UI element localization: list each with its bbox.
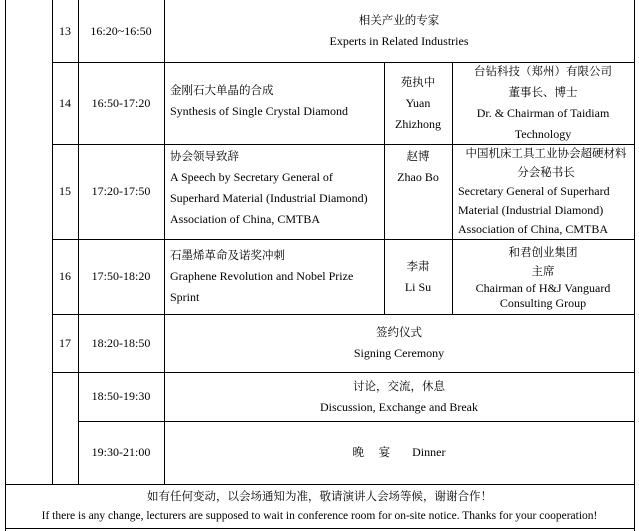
time-slot: 16:50-17:20: [91, 95, 151, 110]
row-number: [52, 372, 78, 421]
organization-cell: 中国机床工具工业协会超硬材料 分会秘书长 Secretary General of Superhard Material (Industrial Diamond) Association of China, CMTBA: [458, 146, 627, 236]
topic-cell: 协会领导致辞 A Speech by Secretary General of Superhard Material (Industrial Diamond) Association of China, CMTBA: [170, 149, 368, 226]
topic-cell: 金刚石大单晶的合成 Synthesis of Single Crystal Diamond: [170, 83, 348, 118]
row-number: 15: [59, 184, 71, 198]
time-slot: 19:30-21:00: [91, 445, 151, 459]
topic-cell: 相关产业的专家 Experts in Related Industries: [329, 13, 469, 48]
topic-cell: 讨论，交流，休息 Discussion, Exchange and Break: [320, 378, 478, 414]
row-number: 13: [59, 23, 71, 38]
footer-notice-zh: 如有任何变动，以会场通知为准，敬请演讲人会场等候，谢谢合作！: [147, 489, 492, 503]
time-slot: 18:20-18:50: [91, 335, 151, 350]
topic-cell: 签约仪式 Signing Ceremony: [353, 325, 445, 360]
footer-notice: [5, 484, 634, 528]
row-number: 16: [59, 269, 71, 283]
time-slot: 16:20~16:50: [90, 23, 152, 38]
time-slot: 17:20-17:50: [91, 184, 151, 198]
time-slot: 18:50-19:30: [91, 389, 151, 403]
speaker-cell: 赵博 Zhao Bo: [397, 149, 439, 184]
organization-cell: 和君创业集团 主席 Chairman of H&J Vanguard Consulting Group: [475, 244, 611, 310]
speaker-cell: 苑执中 Yuan Zhizhong: [395, 74, 441, 131]
time-slot: 17:50-18:20: [91, 269, 151, 283]
row-number: [52, 421, 78, 484]
row-number: 14: [59, 95, 71, 110]
speaker-cell: 李肃 Li Su: [404, 258, 432, 294]
topic-cell: 石墨烯革命及诺奖冲刺 Graphene Revolution and Nobel Prize Sprint: [170, 248, 354, 304]
row-number: 17: [59, 335, 71, 350]
footer-notice-en: If there is any change, lecturers are supposed to wait in conference room for on-site notice. Thanks for your cooperation!: [41, 510, 598, 522]
topic-cell: 晚 宴 Dinner: [352, 445, 446, 459]
organization-cell: 台钻科技（郑州）有限公司 董事长、博士 Dr. & Chairman of Taidiam Technology: [474, 64, 612, 141]
